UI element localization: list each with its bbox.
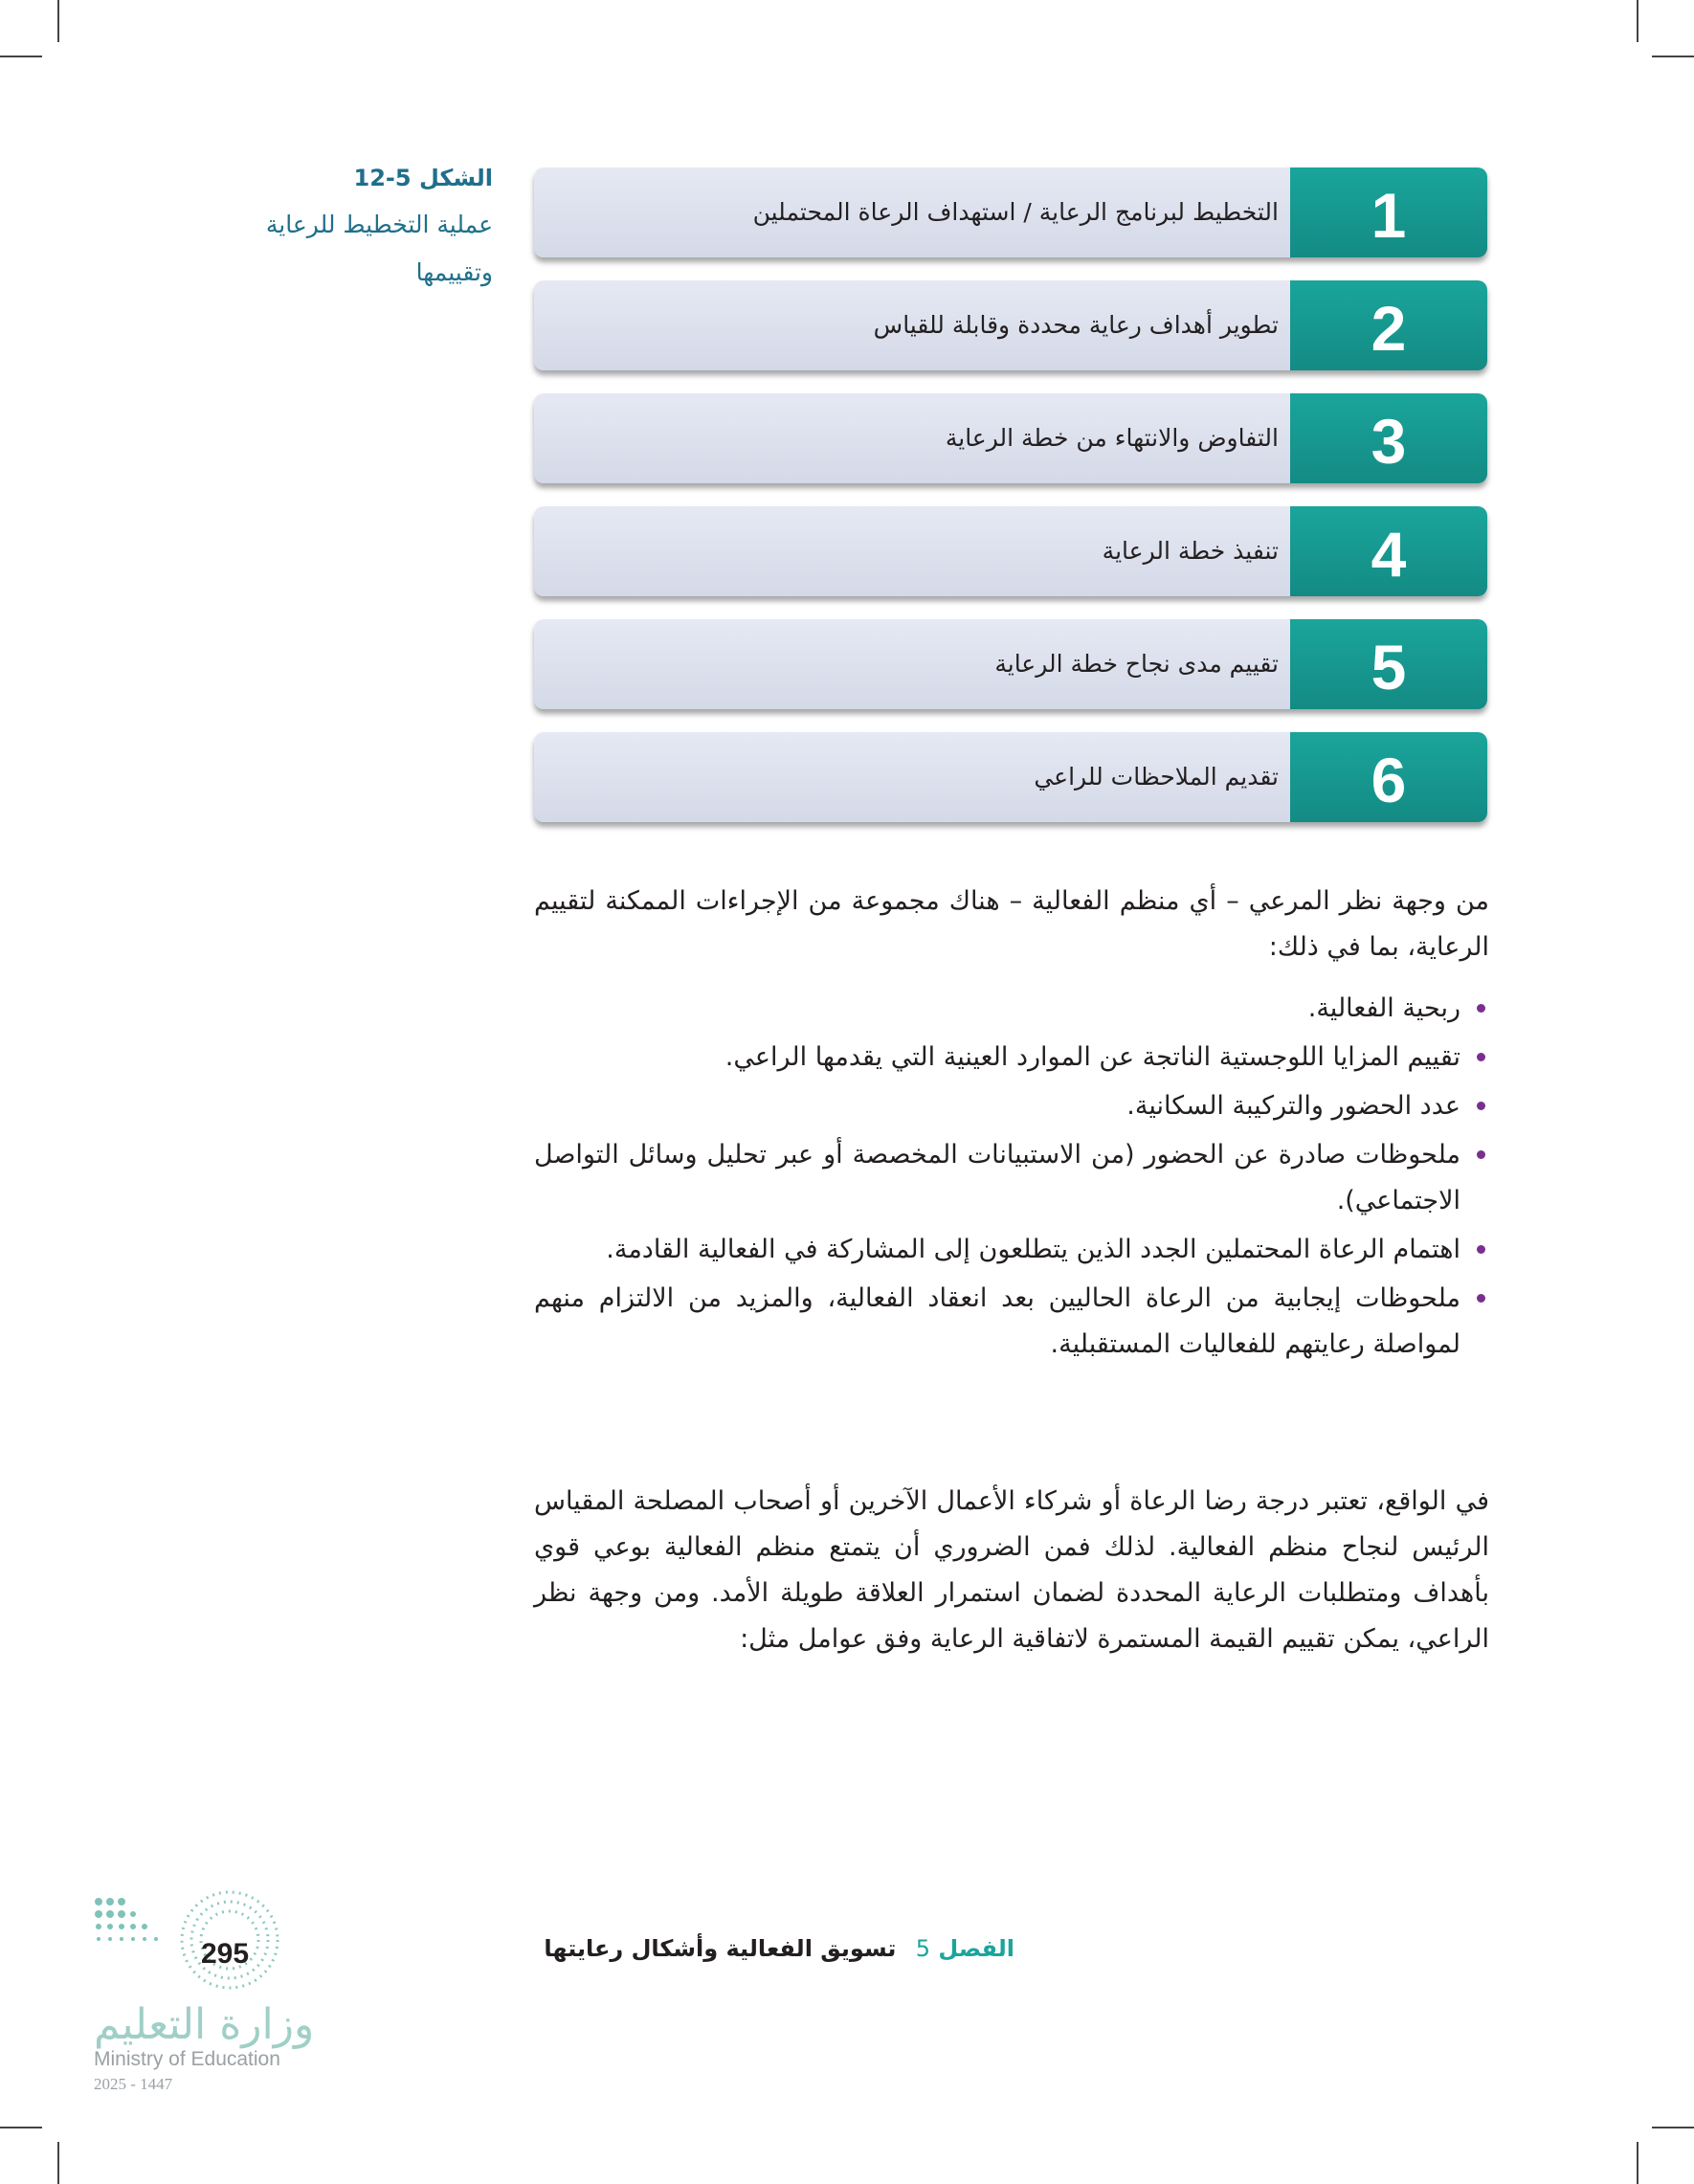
bullet-icon: [1477, 1150, 1485, 1159]
figure-title: عملية التخطيط للرعاية وتقييمها: [265, 211, 493, 286]
step-label: تقييم مدى نجاح خطة الرعاية: [534, 619, 1290, 709]
step-label: تقديم الملاحظات للراعي: [534, 732, 1290, 822]
crop-mark: [1652, 2127, 1694, 2128]
step-number: 3: [1290, 393, 1487, 483]
crop-mark: [1637, 0, 1638, 42]
step-number: 6: [1290, 732, 1487, 822]
list-item-text: ربحية الفعالية.: [1307, 993, 1460, 1023]
chapter-title: تسويق الفعالية وأشكال رعايتها: [544, 1935, 897, 1962]
step-number: 4: [1290, 506, 1487, 596]
process-step: [534, 619, 1487, 709]
list-item: [534, 1276, 1489, 1368]
step-label: تطوير أهداف رعاية محددة وقابلة للقياس: [534, 280, 1290, 370]
bullet-icon: [1477, 1053, 1485, 1061]
crop-mark: [57, 0, 59, 42]
bullet-icon: [1477, 1102, 1485, 1110]
list-item-text: ملحوظات إيجابية من الرعاة الحاليين بعد انعقاد الفعالية، والمزيد من الالتزام منهم لمواصلة رعايتهم للفعاليات المستقبلية.: [534, 1283, 1460, 1359]
list-item: [534, 1227, 1489, 1273]
process-step: [534, 732, 1487, 822]
process-diagram: [534, 167, 1487, 845]
crop-mark: [0, 2127, 42, 2128]
chapter-footer: [536, 1935, 1014, 1962]
bullet-icon: [1477, 1294, 1485, 1303]
list-item: [534, 1083, 1489, 1129]
step-label: تنفيذ خطة الرعاية: [534, 506, 1290, 596]
bullet-icon: [1477, 1004, 1485, 1013]
logo-arabic-text: وزارة التعليم: [94, 2000, 315, 2049]
crop-mark: [0, 56, 42, 57]
list-item-text: ملحوظات صادرة عن الحضور (من الاستبيانات المخصصة أو عبر تحليل وسائل التواصل الاجتماعي).: [534, 1140, 1460, 1215]
chapter-number: 5: [915, 1935, 931, 1962]
figure-caption: [220, 165, 493, 297]
conclusion-paragraph: في الواقع، تعتبر درجة رضا الرعاة أو شركاء الأعمال الآخرين أو أصحاب المصلحة المقياس الرئيس لنجاح منظم الفعالية. لذلك فمن الضروري أن يتمتع منظم الفعالية بوعي قوي بأهداف ومتطلبات الرعاية المحددة لضمان استمرار العلاقة طويلة الأمد. ومن وجهة نظر الراعي، يمكن تقييم القيمة المستمرة لاتفاقية الرعاية وفق عوامل مثل:: [534, 1486, 1489, 1654]
list-item-text: اهتمام الرعاة المحتملين الجدد الذين يتطلعون إلى المشاركة في الفعالية القادمة.: [606, 1235, 1460, 1264]
list-item-text: تقييم المزايا اللوجستية الناتجة عن الموارد العينية التي يقدمها الراعي.: [724, 1042, 1460, 1072]
list-item: [534, 986, 1489, 1032]
step-number: 1: [1290, 167, 1487, 257]
logo-english-text: Ministry of Education: [94, 2048, 280, 2070]
step-number: 2: [1290, 280, 1487, 370]
process-step: [534, 167, 1487, 257]
figure-number: الشكل 5-12: [353, 165, 493, 191]
process-step: [534, 280, 1487, 370]
process-step: [534, 393, 1487, 483]
logo-year: 2025 - 1447: [94, 2075, 173, 2093]
bullet-icon: [1477, 1245, 1485, 1254]
process-step: [534, 506, 1487, 596]
page-number: 295: [201, 1938, 250, 1970]
intro-paragraph: من وجهة نظر المرعي – أي منظم الفعالية – هناك مجموعة من الإجراءات الممكنة لتقييم الرعاية، بما في ذلك:: [534, 886, 1489, 962]
step-label: التفاوض والانتهاء من خطة الرعاية: [534, 393, 1290, 483]
crop-mark: [1637, 2142, 1638, 2184]
evaluation-list: [534, 986, 1489, 1371]
chapter-label: الفصل: [938, 1935, 1014, 1962]
crop-mark: [1652, 56, 1694, 57]
step-label: التخطيط لبرنامج الرعاية / استهداف الرعاة المحتملين: [534, 167, 1290, 257]
step-number: 5: [1290, 619, 1487, 709]
list-item: [534, 1132, 1489, 1224]
list-item-text: عدد الحضور والتركيبة السكانية.: [1126, 1091, 1460, 1121]
crop-mark: [57, 2142, 59, 2184]
list-item: [534, 1035, 1489, 1081]
